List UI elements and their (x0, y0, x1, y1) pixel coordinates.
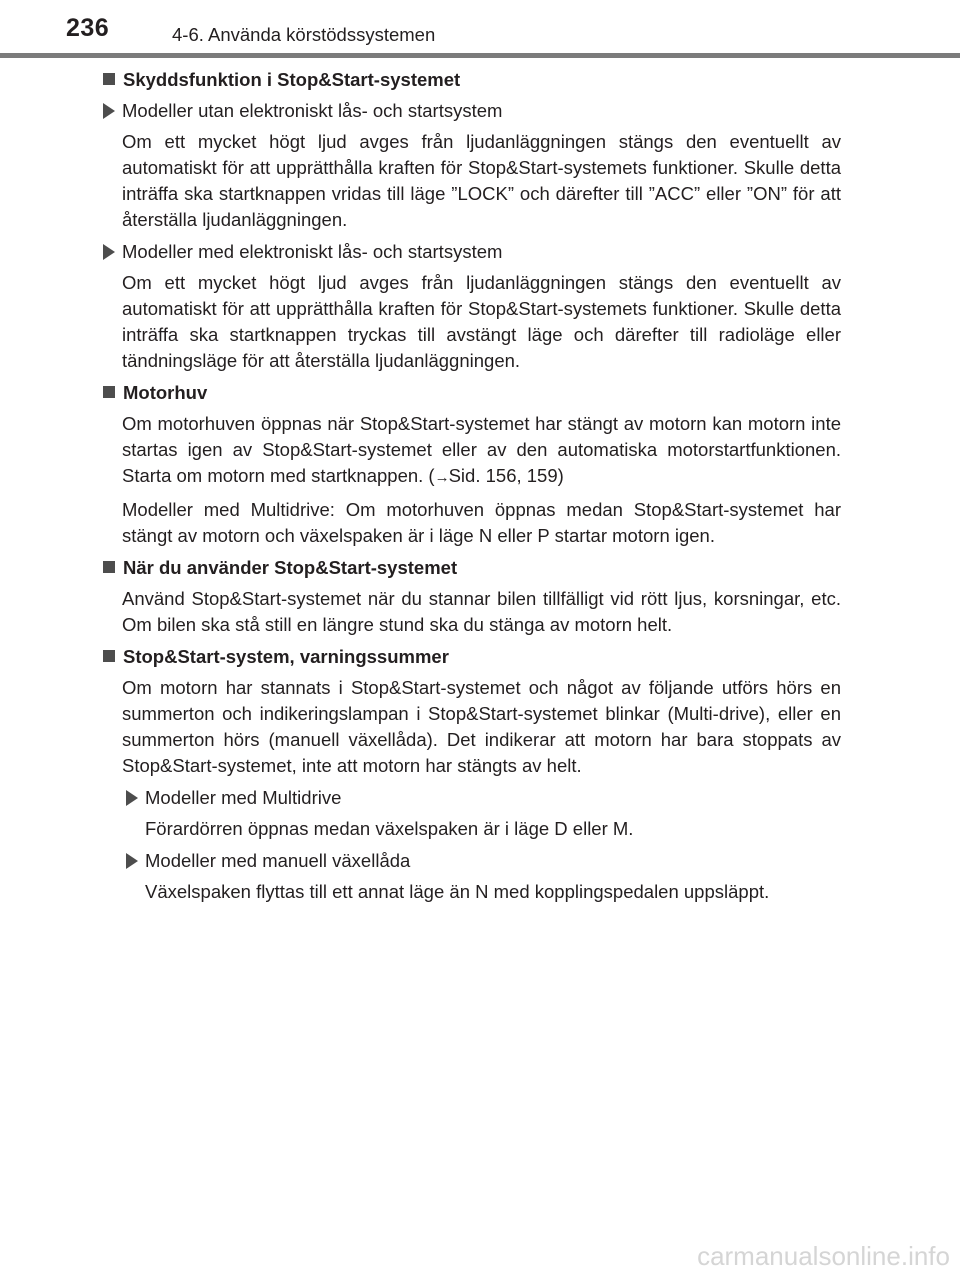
body-paragraph: Om ett mycket högt ljud avges från ljudanläggningen stängs den eventuellt av automatiskt för att upprätthålla kraften för Stop&Start-systemets funktioner. Skulle detta inträffa ska startknappen tryckas till avstängt läge och därefter till radioläge eller tändningsläge för att återställa ljudanläggningen. (122, 272, 841, 371)
triangle-bullet-icon (103, 103, 115, 119)
chapter-title: 4-6. Använda körstödssystemen (172, 24, 436, 45)
page-number: 236 (66, 14, 110, 42)
sub-heading-text: Modeller med Multidrive (145, 787, 342, 808)
sub-heading-text: Modeller med elektroniskt lås- och startsystem (122, 241, 503, 262)
triangle-bullet-icon (126, 790, 138, 806)
footer-watermark: carmanualsonline.info (697, 1241, 950, 1271)
section-motorhuv (103, 380, 841, 549)
arrow-right-icon: → (434, 469, 449, 486)
section-heading (103, 380, 841, 406)
sub-heading (126, 848, 841, 874)
triangle-bullet-icon (103, 244, 115, 260)
sub-heading-text: Modeller utan elektroniskt lås- och startsystem (122, 100, 503, 121)
square-bullet-icon (103, 650, 115, 662)
section-heading-text: När du använder Stop&Start-systemet (123, 557, 458, 578)
body-paragraph: Modeller med Multidrive: Om motorhuven öppnas medan Stop&Start-systemet har stängt av motorn och växelspaken är i läge N eller P startar motorn igen. (122, 499, 841, 546)
page-reference-link[interactable]: Sid. 156, 159) (448, 465, 564, 486)
body-paragraph: Om ett mycket högt ljud avges från ljudanläggningen stängs den eventuellt av automatiskt för att upprätthålla kraften för Stop&Start-systemets funktioner. Skulle detta inträffa ska startknappen vridas till läge ”LOCK” och därefter till ”ACC” eller ”ON” för att återställa ljudanläggningen. (122, 131, 841, 230)
body-paragraph: Växelspaken flyttas till ett annat läge än N med kopplingspedalen uppsläppt. (145, 881, 770, 902)
section-heading-text: Stop&Start-system, varningssummer (123, 646, 449, 667)
square-bullet-icon (103, 386, 115, 398)
section-heading-text: Motorhuv (123, 382, 208, 403)
body-paragraph: Förardörren öppnas medan växelspaken är i läge D eller M. (145, 818, 634, 839)
paragraph-text: Om motorhuven öppnas när Stop&Start-systemet har stängt av motorn kan motorn inte startas igen av Stop&Start-systemet eller av den automatiska motorstartfunktionen. Starta om motorn med startknappen. ( (122, 413, 841, 486)
section-anvander (103, 555, 841, 638)
section-varningssummer (103, 644, 841, 905)
body-paragraph: Om motorn har stannats i Stop&Start-systemet och något av följande utförs hörs en summerton och indikeringslampan i Stop&Start-systemet blinkar (Multi-drive), eller en summerton hörs (manuell växellåda). Det indikerar att motorn har bara stoppats av Stop&Start-systemet, inte att motorn har stängts av helt. (122, 677, 841, 776)
section-heading (103, 67, 841, 93)
sub-heading (103, 239, 841, 265)
page-content (103, 67, 841, 911)
section-heading-text: Skyddsfunktion i Stop&Start-systemet (123, 69, 461, 90)
section-heading (103, 555, 841, 581)
section-heading (103, 644, 841, 670)
sub-heading (103, 98, 841, 124)
section-skyddsfunktion (103, 67, 841, 374)
sub-heading-text: Modeller med manuell växellåda (145, 850, 411, 871)
body-paragraph (122, 411, 841, 491)
body-paragraph: Använd Stop&Start-systemet när du stannar bilen tillfälligt vid rött ljus, korsningar, etc. Om bilen ska stå still en längre stund ska du stänga av motorn helt. (122, 588, 841, 635)
square-bullet-icon (103, 73, 115, 85)
sub-heading (126, 785, 841, 811)
square-bullet-icon (103, 561, 115, 573)
triangle-bullet-icon (126, 853, 138, 869)
header-divider (0, 53, 960, 58)
